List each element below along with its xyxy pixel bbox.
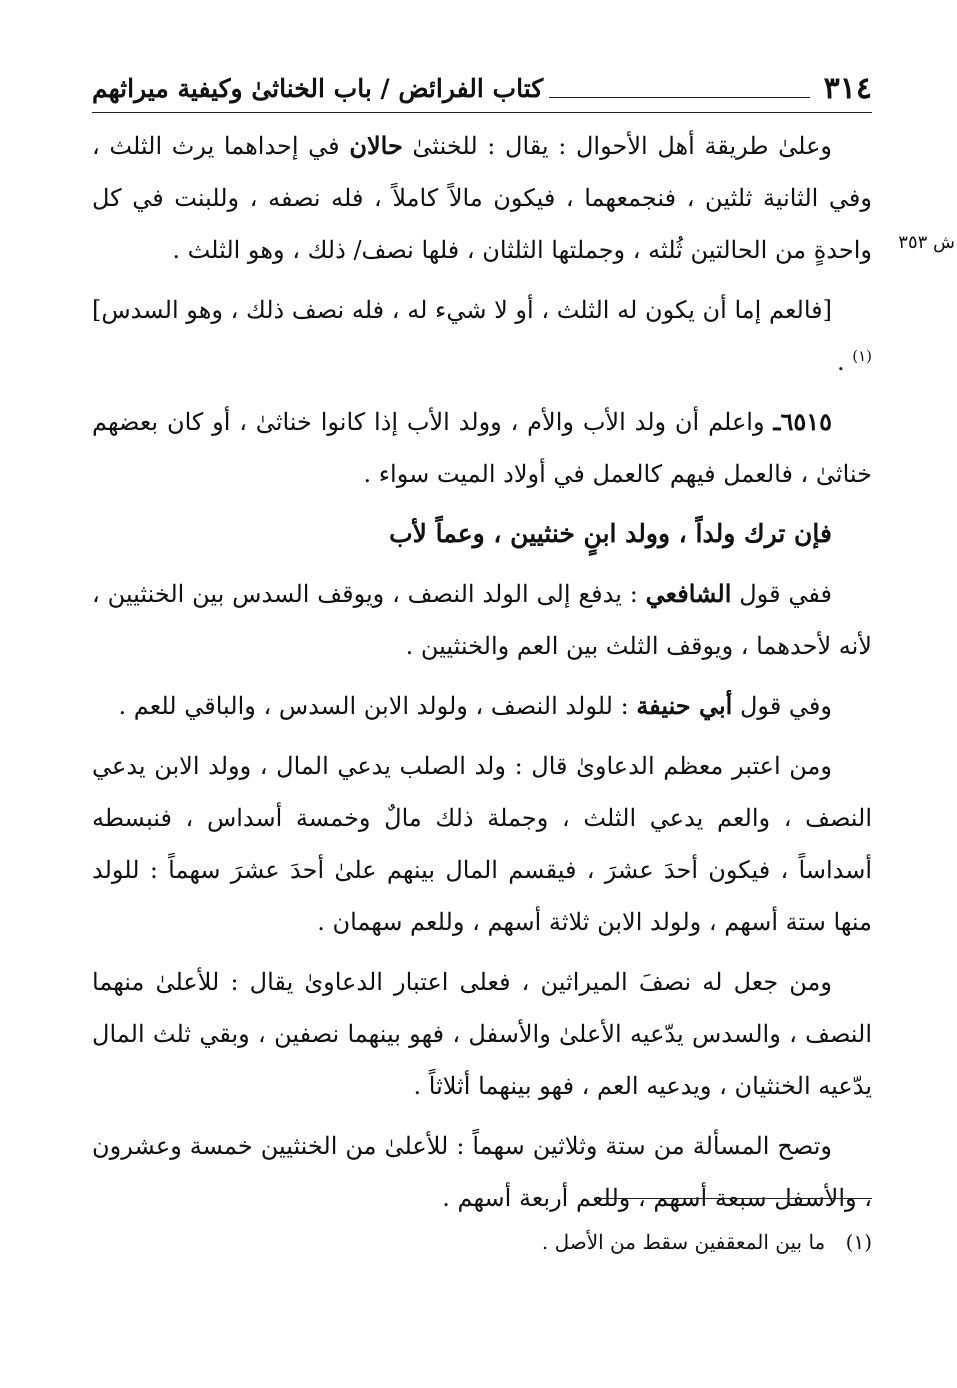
- footnote-text: ما بين المعقفين سقط من الأصل .: [541, 1230, 826, 1254]
- text-run: .: [836, 348, 853, 376]
- paragraph-half-inheritance: ومن جعل له نصفَ الميراثين ، فعلى اعتبار الدعاوىٰ يقال : للأعلىٰ منهما النصف ، والسدس يدّعيه الأعلىٰ والأسفل ، فهو بينهما نصفين ، وبقي ثلث المال يدّعيه الخنثيان ، ويدعيه العم ، فهو بينهما أثلاثاً .: [92, 968, 872, 1100]
- paragraph-shafii: [92, 568, 872, 672]
- footnote: [92, 1222, 872, 1262]
- text-run: في إحداهما يرث الثلث ، وفي الثانية ثلثين ، فنجمعهما ، فيكون مالاً كاملاً ، فله نصفه ، وللبنت في كل واحدةٍ من الحالتين ثُلثه ، وجملتها الثلثان ، فلها نصف/ ذلك ، وهو الثلث .: [92, 132, 872, 264]
- footnote-reference: (١): [852, 347, 872, 365]
- paragraph-abu-hanifa: [92, 680, 872, 732]
- text-run: وفي قول: [732, 692, 832, 720]
- running-title: كتاب الفرائض / باب الخناثىٰ وكيفية ميراثهم: [92, 74, 544, 103]
- main-text: [92, 120, 872, 1232]
- text-run: : يدفع إلى الولد النصف ، ويوقف السدس بين الخنثيين ، لأنه لأحدهما ، ويوقف الثلث بين العم والخنثيين .: [92, 580, 872, 660]
- bold-term: الشافعي: [645, 579, 732, 608]
- text-run: : للولد النصف ، ولولد الابن السدس ، والباقي للعم .: [118, 692, 637, 720]
- footnote-divider: [600, 1198, 872, 1199]
- page-number: ٣١٤: [823, 71, 872, 106]
- page-header: [92, 62, 872, 113]
- header-rule: [549, 97, 809, 98]
- margin-folio-note: ش ٣٥٣: [898, 232, 955, 253]
- paragraph-numbered-6515: [92, 396, 872, 500]
- text-run: ففي قول: [731, 580, 833, 608]
- section-number: ٦٥١٥ـ: [773, 407, 832, 436]
- bold-term: أبي حنيفة: [636, 691, 733, 720]
- text-run: واعلم أن ولد الأب والأم ، وولد الأب إذا كانوا خناثىٰ ، أو كان بعضهم خناثىٰ ، فالعمل فيهم كالعمل في أولاد الميت سواء .: [92, 408, 872, 488]
- text-run: [فالعم إما أن يكون له الثلث ، أو لا شيء له ، فله نصف ذلك ، وهو السدس]: [92, 296, 832, 324]
- paragraph-correction: وتصح المسألة من ستة وثلاثين سهماً : للأعلىٰ من الخنثيين خمسة وعشرون ، والأسفل سبعة أسهم ، وللعم أربعة أسهم .: [92, 1132, 872, 1212]
- text-run: وعلىٰ طريقة أهل الأحوال : يقال : للخنثىٰ: [402, 132, 832, 160]
- paragraph-bracketed: [92, 284, 872, 388]
- paragraph-ahwal: [92, 120, 872, 276]
- bold-term: حالان: [349, 131, 403, 160]
- paragraph-claims: ومن اعتبر معظم الدعاوىٰ قال : ولد الصلب يدعي المال ، وولد الابن يدعي النصف ، والعم يدعي الثلث ، وجملة ذلك مالٌ وخمسة أسداس ، فنبسطه أسداساً ، فيكون أحدَ عشرَ ، فيقسم المال بينهم علىٰ أحدَ عشرَ سهماً : للولد منها ستة أسهم ، ولولد الابن ثلاثة أسهم ، وللعم سهمان .: [92, 752, 872, 936]
- footnote-marker: (١): [845, 1230, 872, 1254]
- case-heading: فإن ترك ولداً ، وولد ابنٍ خنثيين ، وعماً لأب: [389, 519, 832, 548]
